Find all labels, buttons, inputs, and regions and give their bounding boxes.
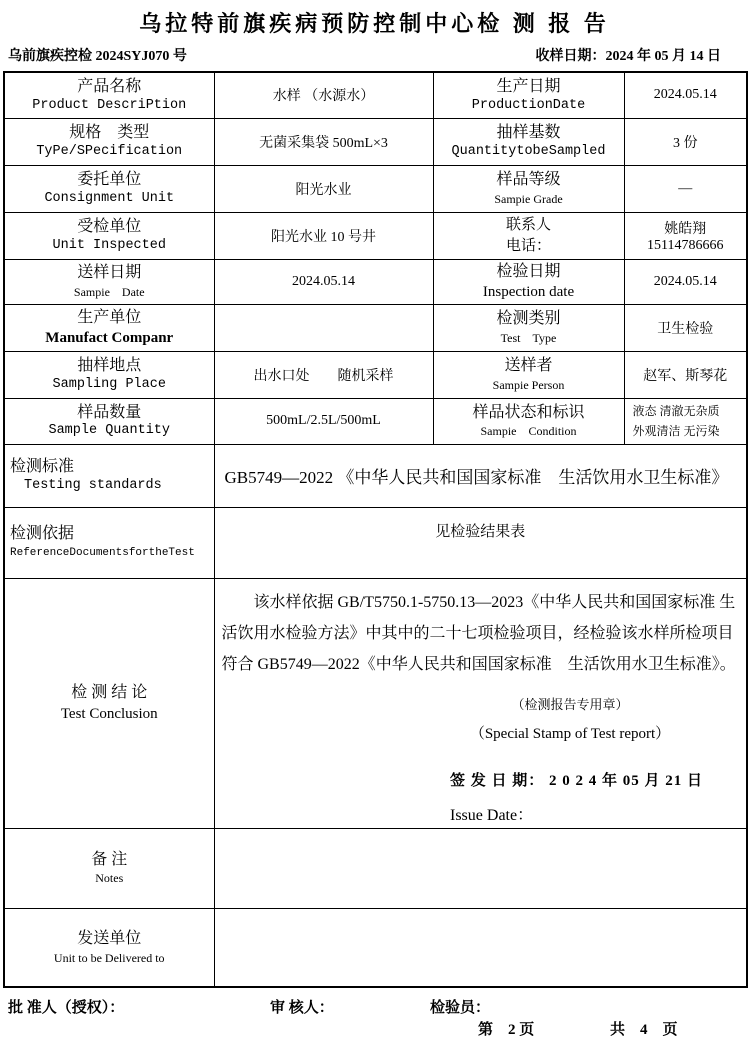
row-conclusion [4, 578, 747, 828]
contact-phone-label-zh: 电话： [505, 237, 551, 254]
conclusion-label-zh: 检 测 结 论 [71, 684, 148, 702]
notes-label-zh: 备 注 [91, 850, 128, 868]
row-consignment [4, 165, 747, 212]
sample-person-label-en: Sampie Person [492, 377, 565, 392]
inspector-label: 检验员： [430, 1000, 491, 1016]
consignment-value: 阳光水业 [214, 165, 433, 212]
sample-condition-label [433, 398, 624, 444]
delivery-label [4, 908, 214, 987]
product-name-label [4, 72, 214, 118]
spec-label-zh: 规格 类型 [69, 124, 150, 142]
contact-value [624, 212, 747, 259]
contact-label [433, 212, 624, 259]
consignment-label-zh: 委托单位 [77, 171, 142, 189]
sample-condition-label-zh: 样品状态和标识 [472, 403, 585, 421]
sample-person-value: 赵军、斯琴花 [624, 351, 747, 398]
sample-date-value: 2024.05.14 [214, 259, 433, 304]
sample-quantity-label [4, 398, 214, 444]
reviewer-label: 审 核人： [270, 1000, 334, 1016]
notes-value [214, 828, 747, 908]
consignment-label-en: Consignment Unit [44, 190, 175, 206]
quantity-sampled-value: 3 份 [624, 118, 747, 165]
quantity-sampled-label-en: QuantitytobeSampled [451, 143, 606, 159]
consignment-label [4, 165, 214, 212]
sample-condition-line1: 液态 清澈无杂质 [632, 403, 720, 418]
page-total: 共 4 页 [610, 1022, 678, 1038]
test-type-label-en: Test Type [500, 330, 557, 345]
manufacturer-label [4, 304, 214, 351]
approver-label: 批 准人（授权）： [8, 1000, 125, 1016]
sampling-place-label [4, 351, 214, 398]
reference-label-en: ReferenceDocumentsfortheTest [10, 547, 195, 560]
sample-grade-value: — [624, 165, 747, 212]
row-product [4, 72, 747, 118]
stamp-label-zh: （检测报告专用章） [511, 696, 629, 712]
sample-quantity-label-zh: 样品数量 [77, 403, 142, 421]
sample-date-label [4, 259, 214, 304]
delivery-label-zh: 发送单位 [77, 930, 142, 948]
sample-date-label-en: Sampie Date [73, 284, 145, 299]
testing-standards-label-en: Testing standards [24, 477, 162, 493]
product-name-label-en: Product DescriPtion [32, 97, 187, 113]
inspection-date-label [433, 259, 624, 304]
row-manufacturer [4, 304, 747, 351]
sample-grade-label [433, 165, 624, 212]
issue-date-block [450, 769, 706, 825]
row-inspected [4, 212, 747, 259]
test-type-value: 卫生检验 [624, 304, 747, 351]
unit-inspected-label-zh: 受检单位 [77, 218, 142, 236]
manufacturer-label-zh: 生产单位 [77, 308, 142, 326]
production-date-label [433, 72, 624, 118]
spec-label-en: TyPe/SPecification [36, 143, 183, 159]
sample-person-label-zh: 送样者 [504, 357, 553, 375]
received-date: 收样日期：2024 年 05 月 14 日 [535, 49, 721, 64]
notes-label-en: Notes [95, 871, 124, 886]
reference-value: 见检验结果表 [214, 507, 747, 578]
sample-condition-value [624, 398, 747, 444]
test-type-label [433, 304, 624, 351]
spec-label [4, 118, 214, 165]
sample-condition-label-en: Sampie Condition [480, 424, 577, 439]
production-date-label-zh: 生产日期 [496, 78, 561, 96]
report-table [3, 71, 748, 988]
issue-date-zh: 签 发 日 期： 2 0 2 4 年 05 月 21 日 [450, 772, 704, 789]
row-standards [4, 444, 747, 507]
unit-inspected-value: 阳光水业 10 号井 [214, 212, 433, 259]
issue-date-en: Issue Date： [450, 806, 534, 824]
product-name-label-zh: 产品名称 [77, 78, 142, 96]
sampling-place-value: 出水口处 随机采样 [214, 351, 433, 398]
report-title: 乌拉特前旗疾病预防控制中心检 测 报 告 [139, 11, 610, 36]
inspection-date-label-en: Inspection date [482, 284, 575, 301]
product-name-value: 水样 （水源水） [214, 72, 433, 118]
quantity-sampled-label-zh: 抽样基数 [496, 124, 561, 142]
reference-label [4, 507, 214, 578]
stamp-label-en: （Special Stamp of Test report） [469, 725, 671, 742]
row-sampling-place [4, 351, 747, 398]
stamp-block [430, 694, 710, 743]
inspection-date-value: 2024.05.14 [624, 259, 747, 304]
sampling-place-label-zh: 抽样地点 [77, 357, 142, 375]
page-current: 第 2 页 [478, 1022, 535, 1038]
row-sample-date [4, 259, 747, 304]
testing-standards-value: GB5749—2022 《中华人民共和国国家标准 生活饮用水卫生标准》 [214, 444, 747, 507]
row-reference [4, 507, 747, 578]
delivery-label-en: Unit to be Delivered to [53, 950, 165, 965]
unit-inspected-label-en: Unit Inspected [52, 237, 166, 253]
row-quantity [4, 398, 747, 444]
sampling-place-label-en: Sampling Place [52, 376, 166, 392]
conclusion-value [214, 578, 747, 828]
conclusion-label-en: Test Conclusion [60, 705, 158, 722]
quantity-sampled-label [433, 118, 624, 165]
spec-value: 无菌采集袋 500mL×3 [214, 118, 433, 165]
row-spec [4, 118, 747, 165]
unit-inspected-label [4, 212, 214, 259]
testing-standards-label [4, 444, 214, 507]
sample-quantity-value: 500mL/2.5L/500mL [214, 398, 433, 444]
testing-standards-label-zh: 检测标准 [10, 458, 75, 476]
conclusion-paragraph: 该水样依据 GB/T5750.1-5750.13—2023《中华人民共和国国家标准 生活饮用水检验方法》中其中的二十七项检验项目，经检验该水样所检项目符合 GB5749—2022《中华人民共和国国家标准 生活饮用水卫生标准》。 [221, 593, 736, 673]
reference-label-zh: 检测依据 [10, 525, 75, 543]
test-type-label-zh: 检测类别 [496, 310, 561, 328]
conclusion-label [4, 578, 214, 828]
manufacturer-label-en: Manufact Companr [45, 330, 174, 347]
manufacturer-value [214, 304, 433, 351]
row-delivery [4, 908, 747, 987]
inspection-date-label-zh: 检验日期 [496, 262, 561, 280]
delivery-value [214, 908, 747, 987]
report-meta [0, 38, 749, 68]
notes-label [4, 828, 214, 908]
contact-name: 姚皓翔 [664, 221, 707, 237]
sample-grade-label-en: Sampie Grade [494, 191, 563, 206]
row-notes [4, 828, 747, 908]
sample-condition-line2: 外观清洁 无污染 [632, 424, 720, 438]
sample-quantity-label-en: Sample Quantity [48, 423, 171, 439]
sample-grade-label-zh: 样品等级 [496, 171, 561, 189]
production-date-value: 2024.05.14 [624, 72, 747, 118]
sample-date-label-zh: 送样日期 [77, 264, 142, 282]
sample-person-label [433, 351, 624, 398]
doc-number: 乌前旗疾控检 2024SYJ070 号 [8, 49, 187, 64]
production-date-label-en: ProductionDate [471, 97, 586, 113]
contact-label-zh: 联系人 [505, 216, 551, 233]
contact-phone: 15114786666 [647, 237, 724, 253]
